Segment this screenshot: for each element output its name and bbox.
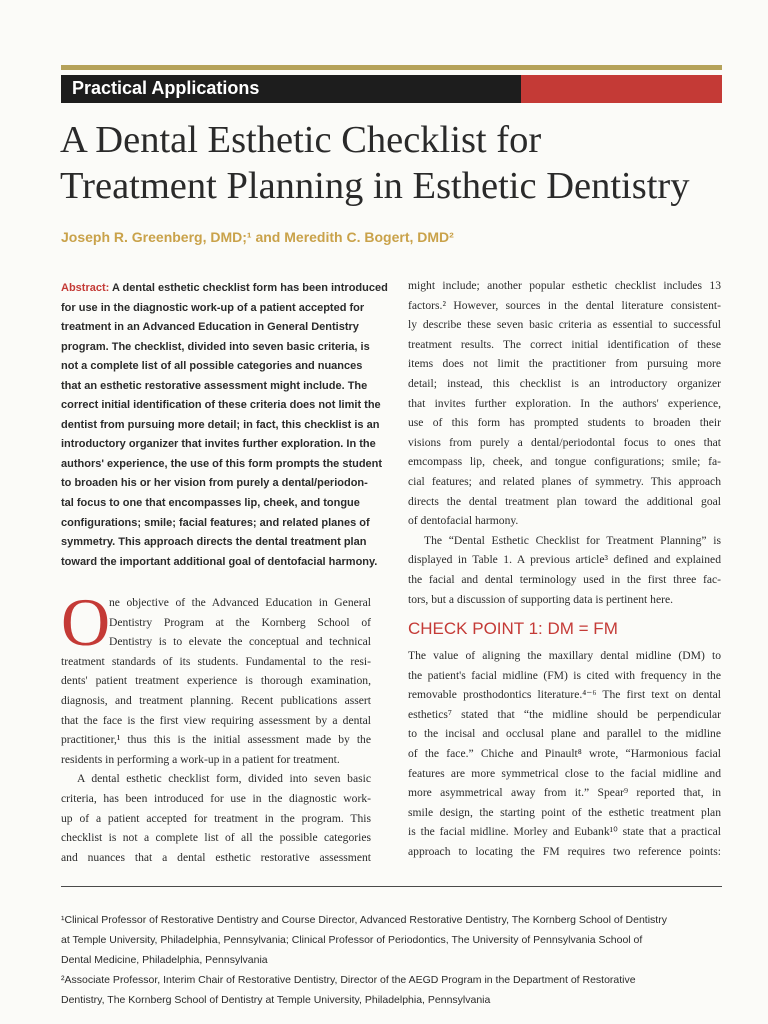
abstract-line: to broaden his or her vision from purely a dental/periodon-: [61, 477, 368, 490]
abstract-line: program. The checklist, divided into seven basic criteria, is: [61, 340, 370, 353]
body-line: items does not limit the practitioner from pursuing more: [408, 357, 721, 371]
body-line: directs the dental treatment plan toward the additional goal: [408, 494, 721, 508]
body-line: criteria, has been introduced for use in the diagnostic work-: [61, 791, 371, 805]
abstract-line: introductory organizer that invites further exploration. In the: [61, 438, 376, 451]
footnote-line: ²Associate Professor, Interim Chair of Restorative Dentistry, Director of the AEGD Program in the Department of Restorative: [61, 974, 636, 986]
footnote-line: at Temple University, Philadelphia, Pennsylvania; Clinical Professor of Periodontics, The University of Pennsylvania School of: [61, 934, 643, 946]
author-footnotes: [61, 910, 726, 1010]
body-line: factors.² However, sources in the dental literature consistent-: [408, 298, 721, 312]
body-line: cial features; and related planes of symmetry. This approach: [408, 474, 721, 488]
left-body-text: [61, 593, 371, 867]
body-line: of the face.” Chiche and Pinault⁸ wrote, “Harmonious facial: [408, 747, 721, 761]
body-line: and nuances that a dental esthetic restorative assessment: [61, 850, 371, 864]
abstract-line: Abstract: A dental esthetic checklist form has been introduced: [61, 282, 388, 294]
body-line: esthetics⁷ stated that “the midline should be perpendicular: [408, 707, 721, 721]
abstract-line: dentist from pursuing more detail; in fact, this checklist is an: [61, 418, 380, 431]
body-line: Dentistry is to elevate the conceptual and technical: [109, 635, 371, 649]
body-line: ly describe these seven basic criteria as essential to successful: [408, 318, 721, 332]
footnote-line: Dental Medicine, Philadelphia, Pennsylvania: [61, 954, 268, 966]
body-line: displayed in Table 1. A previous article³ defined and explained: [408, 553, 721, 567]
body-line: treatment standards of its students. Fundamental to the resi-: [61, 654, 371, 668]
abstract-lead: Abstract:: [61, 282, 110, 294]
abstract-line: not a complete list of all possible categories and nuances: [61, 360, 363, 373]
title-line-2: Treatment Planning in Esthetic Dentistry: [60, 165, 690, 207]
body-line: Dentistry Program at the Kornberg School of: [109, 615, 371, 629]
body-line: that the face is the first view requiring assessment by a dental: [61, 713, 371, 727]
author-byline: Joseph R. Greenberg, DMD;¹ and Meredith C. Bogert, DMD²: [61, 229, 454, 245]
title-line-1: A Dental Esthetic Checklist for: [60, 119, 542, 161]
body-line: might include; another popular esthetic checklist includes 13: [408, 279, 721, 292]
body-line: the patient's facial midline (FM) is cited with frequency in the: [408, 668, 721, 682]
body-line: up of a patient accepted for treatment in the program. This: [61, 811, 371, 825]
body-line: residents in performing a work-up in a patient for treatment.: [61, 752, 340, 766]
section-heading-checkpoint-1: CHECK POINT 1: DM = FM: [408, 619, 618, 639]
body-line: smile design, the starting point of the esthetic treatment plan: [408, 805, 721, 819]
body-line: detail; instead, this checklist is an introductory organizer: [408, 376, 721, 390]
body-line: A dental esthetic checklist form, divided into seven basic: [77, 772, 371, 786]
footnote-line: Dentistry, The Kornberg School of Dentistry at Temple University, Philadelphia, Pennsylvania: [61, 994, 491, 1006]
body-line: approach to locating the FM requires two reference points:: [408, 845, 721, 859]
body-line: checklist is not a complete list of all the possible categories: [61, 831, 371, 845]
footnote-divider: [61, 886, 722, 887]
body-line: features are more symmetrical close to the facial midline and: [408, 766, 721, 780]
body-line: of dentofacial harmony.: [408, 514, 519, 528]
abstract-line: configurations; smile; facial features; and related planes of: [61, 516, 370, 529]
body-line: that invites further exploration. In the authors' experience,: [408, 396, 721, 410]
body-line: the facial and dental terminology used in the first three fac-: [408, 572, 721, 586]
body-line: The “Dental Esthetic Checklist for Treatment Planning” is: [424, 533, 721, 547]
top-gold-rule: [61, 65, 722, 70]
abstract-line: toward the important additional goal of dentofacial harmony.: [61, 555, 378, 568]
body-line: more asymmetrical away from it.” Spear⁹ reported that, in: [408, 786, 721, 800]
body-line: ne objective of the Advanced Education in General: [109, 596, 371, 609]
abstract-line: for use in the diagnostic work-up of a patient accepted for: [61, 301, 365, 314]
body-line: emcompass lip, cheek, and tongue configurations; smile; fa-: [408, 455, 721, 469]
body-line: visions from purely a dental/periodontal focus to ones that: [408, 435, 721, 449]
body-line: practitioner,¹ thus this is the initial assessment made by the: [61, 733, 371, 747]
drop-cap: O: [61, 584, 111, 660]
section-banner: [61, 75, 722, 103]
section-banner-accent: [521, 75, 722, 103]
body-line: use of this form has prompted students to broaden their: [408, 416, 721, 430]
abstract: [61, 279, 388, 572]
body-line: removable prosthodontics literature.⁴⁻⁶ The first text on dental: [408, 688, 721, 702]
right-body-text: [408, 276, 721, 862]
body-line: to the incisal and occlusal plane and parallel to the midline: [408, 727, 721, 741]
footnote-line: ¹Clinical Professor of Restorative Dentistry and Course Director, Advanced Restorative Dentistry, The Kornberg School of Dentistry: [61, 914, 667, 926]
body-line: dents' patient treatment experience is thorough examination,: [61, 674, 371, 688]
abstract-line: correct initial identification of these criteria does not limit the: [61, 399, 381, 412]
section-label: Practical Applications: [72, 78, 260, 98]
body-line: diagnosis, and treatment planning. Recent publications assert: [61, 693, 371, 707]
abstract-line: symmetry. This approach directs the dental treatment plan: [61, 536, 367, 549]
abstract-line: treatment in an Advanced Education in General Dentistry: [61, 321, 359, 334]
abstract-line: authors' experience, the use of this form prompts the student: [61, 457, 383, 470]
body-line: treatment results. The correct initial identification of these: [408, 337, 721, 351]
body-line: is the facial midline. Morley and Eubank¹⁰ state that a practical: [408, 825, 721, 839]
body-line: The value of aligning the maxillary dental midline (DM) to: [408, 649, 721, 663]
abstract-line: tal focus to one that encompasses lip, cheek, and tongue: [61, 497, 360, 510]
abstract-line: that an esthetic restorative assessment might include. The: [61, 379, 368, 392]
body-line: tors, but a discussion of supporting data is pertinent here.: [408, 592, 673, 606]
article-title: [60, 117, 730, 209]
